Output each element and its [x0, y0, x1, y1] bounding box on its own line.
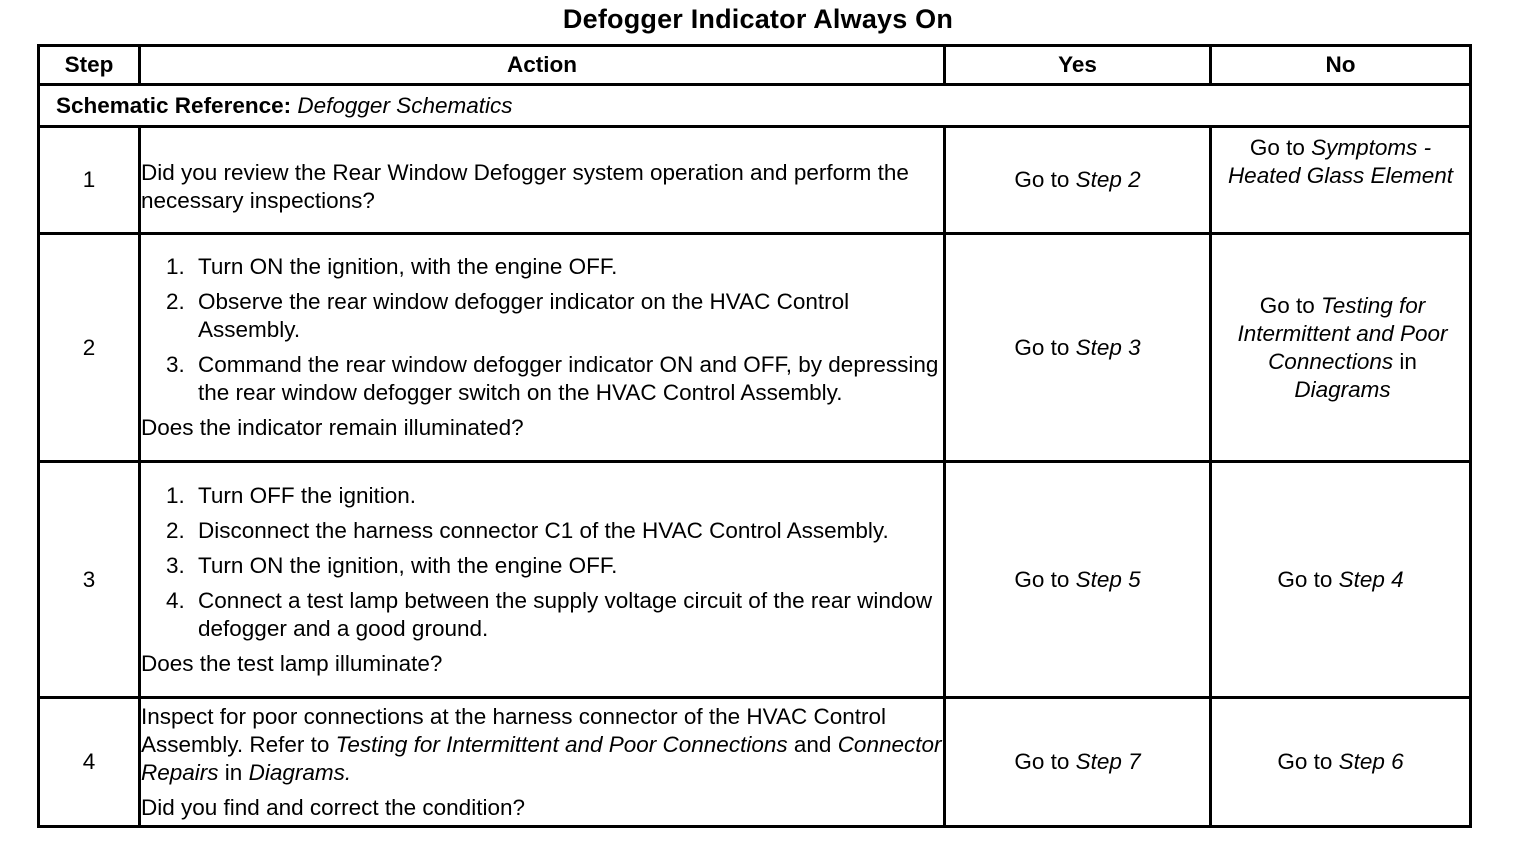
table-row: [39, 127, 1471, 234]
no-mid: in: [1399, 348, 1417, 374]
action-steps-list: [141, 253, 943, 407]
yes-prefix: Go to: [1014, 566, 1070, 592]
page-title: Defogger Indicator Always On: [562, 4, 954, 34]
no-target-link-2[interactable]: Heated Glass Element: [1227, 163, 1454, 188]
no-prefix: Go to: [1249, 135, 1305, 160]
action-question: Does the test lamp illuminate?: [141, 650, 443, 676]
yes-target-link[interactable]: Step 5: [1075, 566, 1141, 592]
action-question: Did you find and correct the condition?: [141, 794, 525, 820]
header-yes: Yes: [945, 46, 1211, 85]
no-target-link[interactable]: Testing for Intermittent and Poor Connections: [1237, 292, 1448, 374]
list-item: 4. Connect a test lamp between the supply voltage circuit of the rear window defogger and a good ground.: [166, 587, 933, 641]
action-cell: [140, 127, 945, 234]
schematic-reference-row: [39, 85, 1471, 127]
no-target-link[interactable]: Step 4: [1338, 566, 1404, 592]
action-paragraph-text: Inspect for poor connections at the harness connector of the HVAC Control Assembly. Refer to: [141, 703, 886, 757]
action-cell: [140, 462, 945, 698]
no-cell: [1211, 462, 1471, 698]
no-target-link[interactable]: Step 6: [1338, 749, 1404, 774]
no-prefix: Go to: [1259, 292, 1315, 318]
list-item: 1. Turn OFF the ignition.: [166, 482, 417, 508]
step-number: 2: [39, 234, 140, 462]
yes-prefix: Go to: [1014, 334, 1070, 360]
action-cell: [140, 698, 945, 827]
schematic-reference-label: Schematic Reference:: [56, 92, 292, 118]
table-row: [39, 462, 1471, 698]
action-steps-list: [141, 482, 943, 643]
yes-cell: [945, 698, 1211, 827]
no-target-link-2[interactable]: Diagrams: [1294, 376, 1391, 402]
action-cell: [140, 234, 945, 462]
table-header-row: [39, 46, 1471, 85]
yes-target-link[interactable]: Step 7: [1075, 749, 1141, 774]
reference-link[interactable]: Testing for Intermittent and Poor Connections: [335, 731, 788, 757]
table-row: [39, 698, 1471, 827]
header-step: Step: [39, 46, 140, 85]
action-question: Does the indicator remain illuminated?: [141, 415, 524, 440]
no-cell: [1211, 127, 1471, 234]
list-item: 3. Command the rear window defogger indicator ON and OFF, by depressing the rear window defogger switch on the HVAC Control Assembly.: [166, 352, 939, 405]
schematic-reference-link[interactable]: Defogger Schematics: [297, 92, 513, 118]
yes-cell: [945, 127, 1211, 234]
step-number: 4: [39, 698, 140, 827]
step-number: 1: [39, 127, 140, 234]
list-item: 3. Turn ON the ignition, with the engine OFF.: [166, 552, 618, 578]
header-action: Action: [140, 46, 945, 85]
table-row: [39, 234, 1471, 462]
step-number: 3: [39, 462, 140, 698]
action-paragraph-text: and: [793, 731, 832, 757]
action-paragraph: [141, 703, 943, 787]
reference-link[interactable]: Connector Repairs: [141, 731, 942, 785]
yes-target-link[interactable]: Step 3: [1075, 334, 1141, 360]
diagnostic-table: [37, 44, 1472, 828]
list-item: 2. Disconnect the harness connector C1 of the HVAC Control Assembly.: [166, 517, 889, 543]
list-item: 2. Observe the rear window defogger indicator on the HVAC Control Assembly.: [166, 289, 850, 342]
yes-prefix: Go to: [1014, 749, 1070, 774]
action-question: Did you review the Rear Window Defogger system operation and perform the necessary inspections?: [141, 160, 909, 213]
no-prefix: Go to: [1277, 749, 1333, 774]
no-prefix: Go to: [1277, 566, 1333, 592]
no-cell: [1211, 234, 1471, 462]
yes-cell: [945, 462, 1211, 698]
no-cell: [1211, 698, 1471, 827]
action-paragraph-text: in: [224, 759, 243, 785]
schematic-reference: [39, 85, 1471, 127]
reference-link[interactable]: Diagrams.: [248, 759, 352, 785]
no-target-link[interactable]: Symptoms -: [1311, 135, 1432, 160]
yes-cell: [945, 234, 1211, 462]
list-item: 1. Turn ON the ignition, with the engine OFF.: [166, 254, 618, 279]
yes-prefix: Go to: [1014, 167, 1070, 192]
header-no: No: [1211, 46, 1471, 85]
yes-target-link[interactable]: Step 2: [1075, 167, 1141, 192]
